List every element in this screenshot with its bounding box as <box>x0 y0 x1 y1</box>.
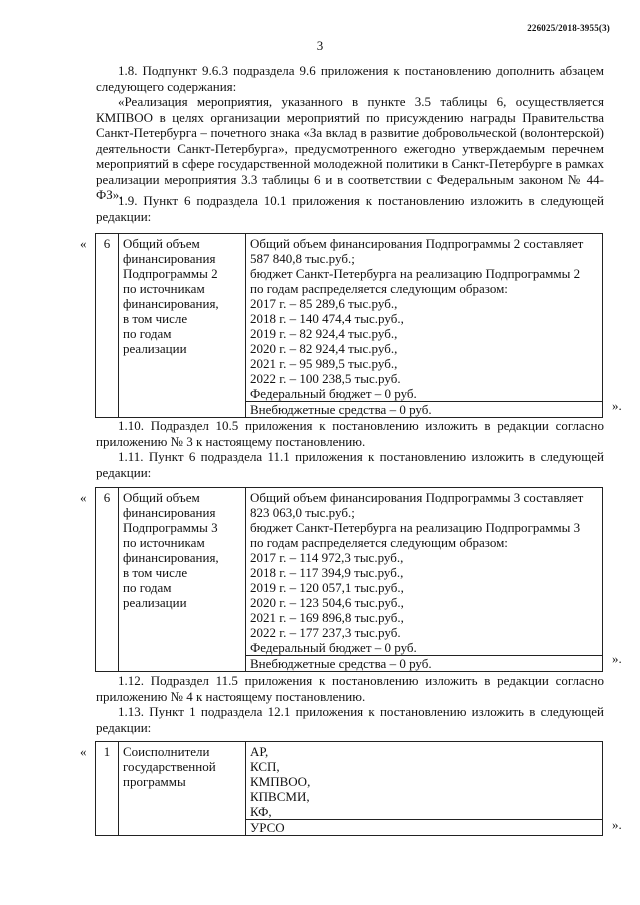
table1-value-line: Общий объем финансирования Подпрограммы 2 составляет <box>250 236 584 251</box>
table3-value-line: КСП, <box>250 759 280 774</box>
table2-value-line: 2021 г. – 169 896,8 тыс.руб., <box>250 610 404 625</box>
table1-value-line: 2022 г. – 100 238,5 тыс.руб. <box>250 371 401 386</box>
table3-name-line: программы <box>123 774 186 789</box>
table2-name-cell <box>119 488 246 672</box>
table2-value-line: Общий объем финансирования Подпрограммы 3 составляет <box>250 490 584 505</box>
paragraph-1-9-text: 1.9. Пункт 6 подраздела 10.1 приложения к постановлению изложить в следующей редакции: <box>96 193 604 224</box>
table3-open-quote: « <box>80 744 87 759</box>
table1-name-line: финансирования, <box>123 296 219 311</box>
table2-item-number: 6 <box>96 488 119 672</box>
paragraph-1-8 <box>96 63 604 203</box>
table3-co-executors <box>95 741 603 836</box>
table1-value-line: 2019 г. – 82 924,4 тыс.руб., <box>250 326 398 341</box>
table1-open-quote: « <box>80 236 87 251</box>
table2-value-cell <box>246 488 603 672</box>
paragraph-1-8-intro: 1.8. Подпункт 9.6.3 подраздела 9.6 приложения к постановлению дополнить абзацем следующего содержания: <box>96 63 604 94</box>
table3-item-number: 1 <box>96 742 119 836</box>
table2-name-line: по годам <box>123 580 172 595</box>
table2-value-line: 2018 г. – 117 394,9 тыс.руб., <box>250 565 404 580</box>
table3-value-line: АР, <box>250 744 269 759</box>
page-number: 3 <box>316 38 324 53</box>
table3-value-cell <box>246 742 603 836</box>
table3-name-line: государственной <box>123 759 216 774</box>
table2-name-line: в том числе <box>123 565 188 580</box>
table-row <box>96 742 603 836</box>
table1-name-line: в том числе <box>123 311 188 326</box>
table2-name-line: Подпрограммы 3 <box>123 520 218 535</box>
table2-value-line: 2022 г. – 177 237,3 тыс.руб. <box>250 625 401 640</box>
table1-value-line: бюджет Санкт-Петербурга на реализацию Подпрограммы 2 <box>250 266 581 281</box>
table1-value-line: по годам распределяется следующим образом: <box>250 281 508 296</box>
table1-name-line: реализации <box>123 341 187 356</box>
table2-name-line: финансирования <box>123 505 216 520</box>
paragraph-1-10 <box>96 418 604 449</box>
table3-value-line: КФ, <box>246 804 602 820</box>
table2-value-line: 823 063,0 тыс.руб.; <box>250 505 355 520</box>
table1-value-line: 2020 г. – 82 924,4 тыс.руб., <box>250 341 398 356</box>
table3-name-line: Соисполнители <box>123 744 210 759</box>
table2-name-line: Общий объем <box>123 490 200 505</box>
table-row <box>96 488 603 672</box>
table1-name-cell <box>119 234 246 418</box>
table-row <box>96 234 603 418</box>
paragraph-1-13-text: 1.13. Пункт 1 подраздела 12.1 приложения к постановлению изложить в следующей редакции: <box>96 704 604 735</box>
table2-name-line: финансирования, <box>123 550 219 565</box>
table1-name-line: Общий объем <box>123 236 200 251</box>
table1-value-line-last: Внебюджетные средства – 0 руб. <box>250 402 432 417</box>
table2-value-line: 2020 г. – 123 504,6 тыс.руб., <box>250 595 404 610</box>
table1-value-line: 2021 г. – 95 989,5 тыс.руб., <box>250 356 398 371</box>
paragraph-1-11-text: 1.11. Пункт 6 подраздела 11.1 приложения к постановлению изложить в следующей редакции: <box>96 449 604 480</box>
table2-open-quote: « <box>80 490 87 505</box>
table2-name-line: реализации <box>123 595 187 610</box>
table3-close-quote: ». <box>612 817 622 832</box>
table2-value-line: 2017 г. – 114 972,3 тыс.руб., <box>250 550 404 565</box>
table2-value-line-last: Внебюджетные средства – 0 руб. <box>250 656 432 671</box>
table1-value-line: Федеральный бюджет – 0 руб. <box>246 386 602 402</box>
table2-value-line: 2019 г. – 120 057,1 тыс.руб., <box>250 580 404 595</box>
table1-value-line: 2018 г. – 140 474,4 тыс.руб., <box>250 311 404 326</box>
paragraph-1-12 <box>96 673 604 704</box>
paragraph-1-9 <box>96 193 604 224</box>
table1-value-cell <box>246 234 603 418</box>
paragraph-1-12-text: 1.12. Подраздел 11.5 приложения к постановлению изложить в редакции согласно приложению № 4 к настоящему постановлению. <box>96 673 604 704</box>
document-number: 226025/2018-3955(3) <box>527 23 610 33</box>
table3-value-line-last: УРСО <box>250 820 285 835</box>
table3-name-cell <box>119 742 246 836</box>
table1-item-number: 6 <box>96 234 119 418</box>
table2-name-line: по источникам <box>123 535 205 550</box>
table2-close-quote: ». <box>612 651 622 666</box>
table1-value-line: 587 840,8 тыс.руб.; <box>250 251 355 266</box>
table3-value-line: КМПВОО, <box>250 774 311 789</box>
paragraph-1-10-text: 1.10. Подраздел 10.5 приложения к постановлению изложить в редакции согласно приложению № 3 к настоящему постановлению. <box>96 418 604 449</box>
table1-value-line: 2017 г. – 85 289,6 тыс.руб., <box>250 296 398 311</box>
table1-name-line: Подпрограммы 2 <box>123 266 218 281</box>
table1-name-line: по годам <box>123 326 172 341</box>
table1-financing-subprogram-2 <box>95 233 603 418</box>
table1-name-line: финансирования <box>123 251 216 266</box>
table1-close-quote: ». <box>612 398 622 413</box>
table3-value-line: КПВСМИ, <box>250 789 310 804</box>
paragraph-1-8-quote: «Реализация мероприятия, указанного в пункте 3.5 таблицы 6, осуществляется КМПВОО в целях организации мероприятий по присуждению награды Правительства Санкт-Петербурга – почетного знака «За вклад в развитие добровольческой (волонтерской) деятельности Санкт-Петербурга», предусмотренного ежегодно утверждаемым перечнем мероприятий в сфере государственной молодежной политики в Санкт-Петербурге в рамках реализации мероприятия 3.3 таблицы 6 и в соответствии с Федеральным законом № 44-ФЗ». <box>96 94 604 202</box>
paragraph-1-13 <box>96 704 604 735</box>
paragraph-1-11 <box>96 449 604 480</box>
table2-financing-subprogram-3 <box>95 487 603 672</box>
table1-name-line: по источникам <box>123 281 205 296</box>
table2-value-line: Федеральный бюджет – 0 руб. <box>246 640 602 656</box>
table2-value-line: бюджет Санкт-Петербурга на реализацию Подпрограммы 3 <box>250 520 581 535</box>
table2-value-line: по годам распределяется следующим образом: <box>250 535 508 550</box>
